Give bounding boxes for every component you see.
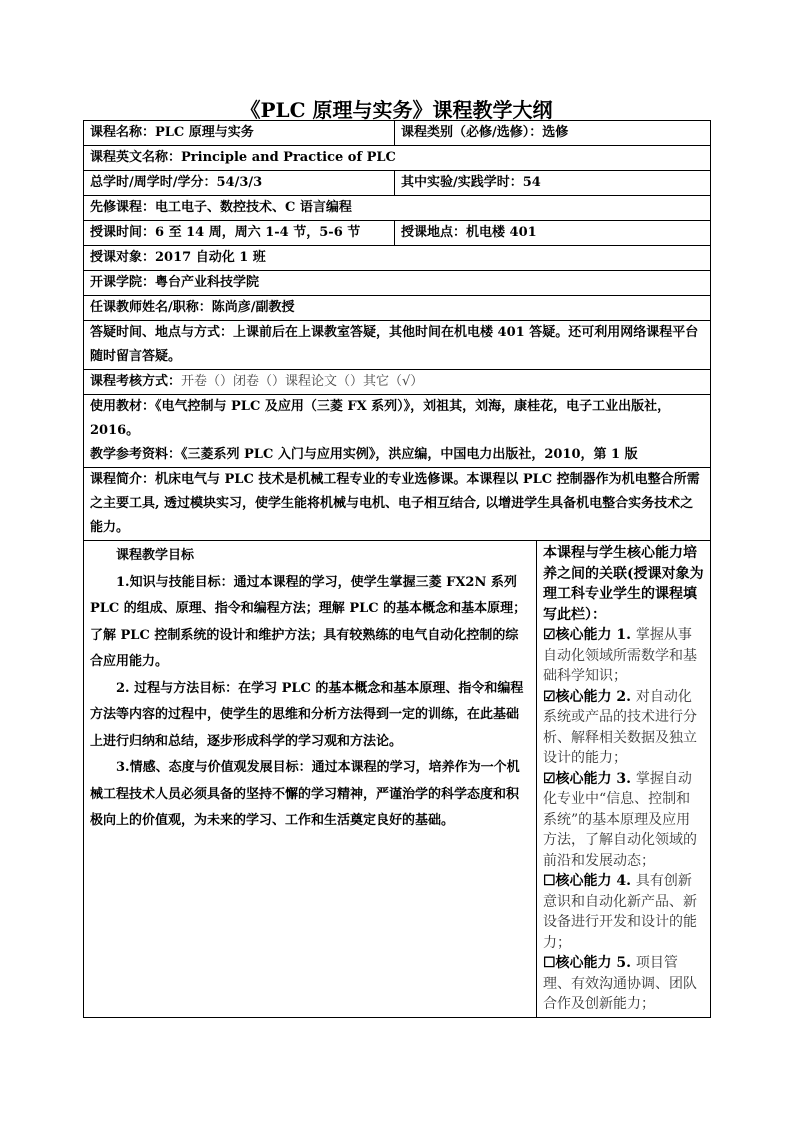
reference: 教学参考资料：《三菱系列 PLC 入门与应用实例》，洪应编，中国电力出版社，2010，第 1 版: [90, 447, 638, 462]
english-name: 课程英文名称：Principle and Practice of PLC: [84, 146, 711, 171]
class-time: 授课时间：6 至 14 周，周六 1-4 节，5-6 节: [84, 221, 395, 246]
core-text: 项目管理、有效沟通协调、团队合作及创新能力；: [543, 955, 697, 1012]
course-name: 课程名称：PLC 原理与实务: [84, 121, 395, 146]
textbook: 使用教材：《电气控制与 PLC 及应用（三菱 FX 系列）》，刘祖其，刘海，康桂花，电子工业出版社，2016。: [90, 399, 671, 438]
checkbox-checked-icon: ☑核心能力 3.: [543, 770, 632, 787]
materials: [84, 395, 711, 468]
teacher: 任课教师姓名/职称：陈尚彦/副教授: [84, 296, 711, 321]
qa-info: 答疑时间、地点与方式：上课前后在上课教室答疑，其他时间在机电楼 401 答疑。还可利用网络课程平台随时留言答疑。: [84, 321, 711, 370]
core-item: [543, 953, 704, 1015]
course-intro: 课程简介：机床电气与 PLC 技术是机械工程专业的专业选修课。本课程以 PLC 控制器作为机电整合所需之主要工具, 透过模块实习，使学生能将机械与电机、电子相互结合, 以增进学生具备机电整合实务技术之能力。: [84, 468, 711, 541]
syllabus-table: [83, 120, 711, 1018]
college: 开课学院：粤台产业科技学院: [84, 271, 711, 296]
hours: 总学时/周学时/学分：54/3/3: [84, 171, 395, 196]
lab-hours: 其中实验/实践学时：54: [395, 171, 711, 196]
checkbox-empty-icon: ☐核心能力 5.: [543, 955, 632, 971]
exam-method: [84, 370, 711, 395]
exam-options: 开卷（）闭卷（）课程论文（）其它（√）: [181, 374, 424, 389]
target-students: 授课对象：2017 自动化 1 班: [84, 246, 711, 271]
core-item: [543, 769, 704, 872]
core-item: [543, 871, 704, 953]
goal-item: 2. 过程与方法目标：在学习 PLC 的基本概念和基本原理、指令和编程方法等内容的过程中，使学生的思维和分析方法得到一定的训练，在此基础上进行归纳和总结，逐步形成科学的学习观和方法论。: [90, 680, 524, 749]
course-type: 课程类别（必修/选修）：选修: [395, 121, 711, 146]
checkbox-checked-icon: ☑核心能力 1.: [543, 627, 632, 643]
goal-item: 1.知识与技能目标：通过本课程的学习，使学生掌握三菱 FX2N 系列 PLC 的组成、原理、指令和编程方法；理解 PLC 的基本概念和基本原理；了解 PLC 控制系统的设计和维护方法；具有较熟练的电气自动化控制的综合应用能力。: [90, 574, 527, 669]
checkbox-empty-icon: ☐核心能力 4.: [543, 873, 632, 889]
prerequisites: 先修课程：电工电子、数控技术、C 语言编程: [84, 196, 711, 221]
core-heading: 本课程与学生核心能力培养之间的关联(授课对象为理工科专业学生的课程填写此栏）：: [543, 545, 704, 623]
core-text: 掌握从事自动化领域所需数学和基础科学知识；: [543, 627, 697, 684]
class-place: 授课地点：机电楼 401: [395, 221, 711, 246]
core-text: 具有创新意识和自动化新产品、新设备进行开发和设计的能力；: [543, 873, 697, 951]
teaching-goals: [84, 541, 537, 1018]
goals-heading: 课程教学目标: [116, 548, 195, 563]
core-item: [543, 687, 704, 769]
page-title: 《PLC 原理与实务》课程教学大纲: [240, 98, 553, 122]
checkbox-checked-icon: ☑核心能力 2.: [543, 688, 632, 705]
goal-item: 3.情感、态度与价值观发展目标：通过本课程的学习，培养作为一个机械工程技术人员必须具备的坚持不懈的学习精神，严谨治学的科学态度和积极向上的价值观，为未来的学习、工作和生活奠定良好的基础。: [90, 760, 520, 828]
exam-label: 课程考核方式：: [90, 374, 182, 389]
core-item: [543, 625, 704, 687]
core-text: 对自动化系统或产品的技术进行分析、解释相关数据及独立设计的能力；: [543, 688, 697, 766]
core-text: 掌握自动化专业中“信息、控制和系统”的基本原理及应用方法，了解自动化领域的前沿和发展动态；: [543, 770, 697, 869]
core-abilities: [537, 541, 711, 1018]
